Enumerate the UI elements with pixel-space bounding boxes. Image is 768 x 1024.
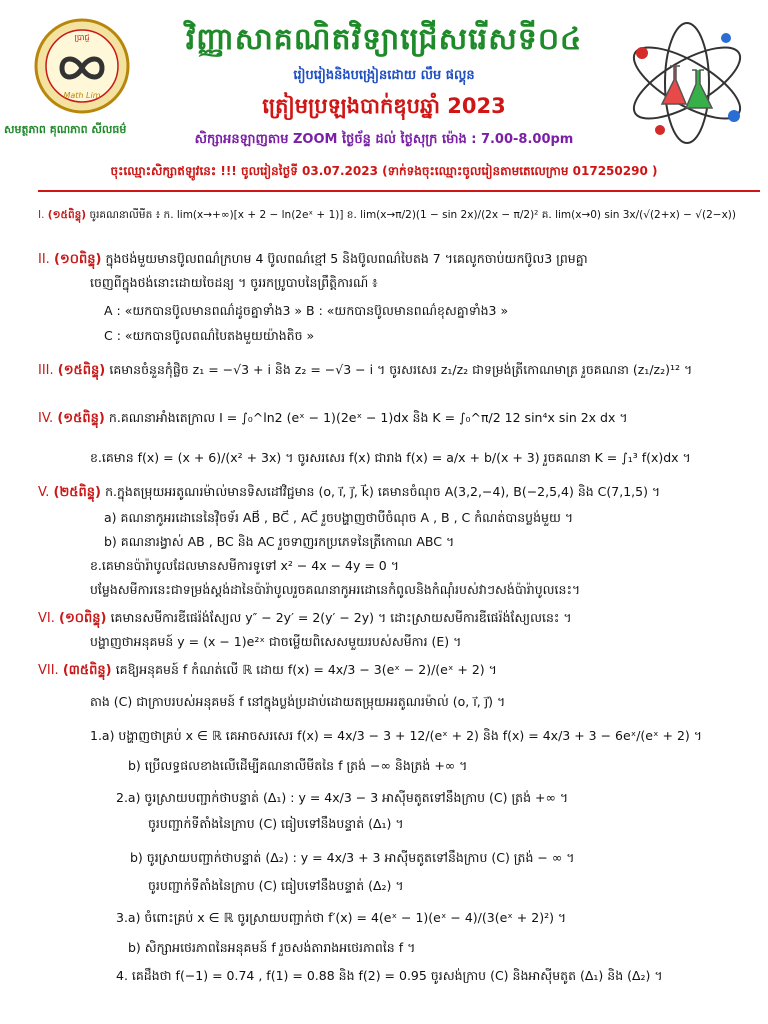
svg-text:Math Lim: Math Lim <box>63 91 101 100</box>
question-V-a: a) គណនាកូអរដោនេនៃវ៉ិចទ័រ AB⃗ , BC⃗ , AC⃗ រួចបង្ហាញថាបីចំណុច A , B , C កំណត់បានប្លង់មួយ ។ <box>104 510 574 525</box>
question-IV-b: ខ.គេមាន f(x) = (x + 6)/(x² + 3x) ។ ចូរសរសេរ f(x) ជារាង f(x) = a/x + b/(x + 3) រួចគណនា K = ∫₁³ f(x)dx ។ <box>90 450 691 465</box>
question-VII-4: 4. គេដឹងថា f(−1) = 0.74 , f(1) = 0.88 និង f(2) = 0.95 ចូរសង់ក្រាប (C) និងអាស៊ីមតូត (Δ₁) និង (Δ₂) ។ <box>116 968 663 983</box>
question-VII-3a: 3.a) ចំពោះគ្រប់ x ∈ ℝ ចូរស្រាយបញ្ជាក់ថា f′(x) = 4(eˣ − 1)(eˣ − 4)/(3(eˣ + 2)²) ។ <box>116 910 567 925</box>
question-IV: IV. (១៥ពិន្ទុ) ក.គណនាអាំងតេក្រាល I = ∫₀^ln2 (eˣ − 1)(2eˣ − 1)dx និង K = ∫₀^π/2 12 sin⁴x sin 2x dx ។ <box>38 410 628 426</box>
question-V-kh: ខ.គេមានប៉ារ៉ាបូលដែលមានសមីការទូទៅ x² − 4x − 4y = 0 ។ <box>90 558 399 573</box>
question-II: II. (១០ពិន្ទុ) ក្នុងថង់មួយមានប៊ូលពណ៌ក្រហម 4 ប៊ូលពណ៌ខ្មៅ 5 និងប៊ូលពណ៌បៃតង 7 ។គេលូកចាប់យកប៊ូល3 ព្រមគ្នា <box>38 251 588 267</box>
question-VI-b: បង្ហាញថាអនុគមន៍ y = (x − 1)e²ˣ ជាចម្លើយពិសេសមួយរបស់សមីការ (E) ។ <box>90 634 462 649</box>
page-title: វិញ្ញាសាគណិតវិទ្យាជ្រើសរើសទី០៤ <box>185 22 583 57</box>
motto: សមត្ថភាព គុណភាព សីលធម៌ <box>4 123 127 136</box>
question-VII-1b: b) ប្រើលទ្ធផលខាងលើដើម្បីគណនាលីមីតនៃ f ត្រង់ −∞ និងត្រង់ +∞ ។ <box>128 758 468 773</box>
logo-caption: ប្រាជ្ញ <box>74 33 90 42</box>
course-title: ត្រៀមប្រឡងបាក់ឌុបឆ្នាំ 2023 <box>262 94 506 118</box>
event-C: C : «យកបានប៊ូលពណ៌បៃតងមួយយ៉ាងតិច » <box>104 328 315 343</box>
question-I: I. (១៥ពិន្ទុ) ចូរគណនាលីមីត ៖ ក. lim(x→+∞)[x + 2 − ln(2eˣ + 1)] ខ. lim(x→π/2)(1 − sin 2x)/(2x − π/2)² គ. lim(x→0) sin 3x/(√(2+x) − √(2−x)) <box>38 209 736 221</box>
question-VII-2a: 2.a) ចូរស្រាយបញ្ជាក់ថាបន្ទាត់ (Δ₁) : y = 4x/3 − 3 អាស៊ីមតូតទៅនឹងក្រាប (C) ត្រង់ +∞ ។ <box>116 790 569 805</box>
question-VII-2a-position: ចូរបញ្ជាក់ទីតាំងនៃក្រាប (C) ធៀបទៅនឹងបន្ទាត់ (Δ₁) ។ <box>148 816 404 831</box>
question-II-line2: ចេញពីក្នុងថង់នោះដោយចៃដន្យ ។ ចូររកប្រូបាបនៃព្រឹត្តិការណ៍ ៖ <box>90 275 378 290</box>
question-VII-3b: b) សិក្សាអថេរភាពនៃអនុគមន៍ f រួចសង់តារាងអថេរភាពនៃ f ។ <box>128 940 416 955</box>
question-VII-graph: តាង (C) ជាក្រាបរបស់អនុគមន៍ f នៅក្នុងប្លង់ប្រដាប់ដោយតម្រុយអរតូណរម៉ាល់ (o, i⃗, j⃗) ។ <box>90 694 506 709</box>
registration-notice: ចុះឈ្មោះសិក្សាឥឡូវនេះ !!! ចូលរៀនថ្ងៃទី 03.07.2023 (ទាក់ទងចុះឈ្មោះចូលរៀនតាមតេលេក្រាម 017250290 ) <box>110 164 658 178</box>
question-VII-1a: 1.a) បង្ហាញថាគ្រប់ x ∈ ℝ គេអាចសរសេរ f(x) = 4x/3 − 3 + 12/(eˣ + 2) និង f(x) = 4x/3 + 3 − 6eˣ/(eˣ + 2) ។ <box>90 728 703 743</box>
teacher-line: រៀបរៀងនិងបង្រៀនដោយ លឹម ផល្គុន <box>293 68 475 83</box>
question-VII: VII. (៣៥ពិន្ទុ) គេឱ្យអនុគមន៍ f កំណត់លើ ℝ ដោយ f(x) = 4x/3 − 3(eˣ − 2)/(eˣ + 2) ។ <box>38 662 497 678</box>
question-V-parabola: បម្លែងសមីការនេះជាទម្រង់ស្តង់ដានៃប៉ារ៉ាបូលរួចគណនាកូអរដោនេកំពូលនិងកំណុំរបស់វាៗសង់ប៉ារ៉ាបូលនេះ។ <box>90 582 581 597</box>
question-VI: VI. (១០ពិន្ទុ) គេមានសមីការឌីផេរ៉ង់ស្យែល y″ − 2y′ = 2(y′ − 2y) ។ ដោះស្រាយសមីការឌីផេរ៉ង់ស្យែលនេះ ។ <box>38 610 572 626</box>
event-A-and-B: A : «យកបានប៊ូលមានពណ៌ដូចគ្នាទាំង3 » B : «យកបានប៊ូលមានពណ៌ខុសគ្នាទាំង3 » <box>104 303 509 318</box>
question-VII-2b-position: ចូរបញ្ជាក់ទីតាំងនៃក្រាប (C) ធៀបទៅនឹងបន្ទាត់ (Δ₂) ។ <box>148 878 404 893</box>
question-V: V. (២៥ពិន្ទុ) ក.ក្នុងតម្រុយអរតូណរម៉ាល់មានទិសដៅវិជ្ជមាន (o, i⃗, j⃗, k⃗) គេមានចំណុច A(3,2,−4), B(−2,5,4) និង C(7,1,5) ។ <box>38 484 661 500</box>
header-divider <box>38 190 760 192</box>
zoom-schedule: សិក្សាអនឡាញតាម ZOOM ថ្ងៃច័ន្ទ ដល់ ថ្ងៃសុក្រ ម៉ោង : 7.00-8.00pm <box>194 132 574 147</box>
question-V-b: b) គណនារង្វាស់ AB , BC និង AC រួចទាញរកប្រភេទនៃត្រីកោណ ABC ។ <box>104 534 455 549</box>
question-III: III. (១៥ពិន្ទុ) គេមានចំនួនកុំផ្លិច z₁ = −√3 + i និង z₂ = −√3 − i ។ ចូរសរសេរ z₁/z₂ ជាទម្រង់ត្រីកោណមាត្រ រួចគណនា (z₁/z₂)¹² ។ <box>38 362 693 378</box>
question-VII-2b: b) ចូរស្រាយបញ្ជាក់ថាបន្ទាត់ (Δ₂) : y = 4x/3 + 3 អាស៊ីមតូតទៅនឹងក្រាប (C) ត្រង់ − ∞ ។ <box>130 850 575 865</box>
